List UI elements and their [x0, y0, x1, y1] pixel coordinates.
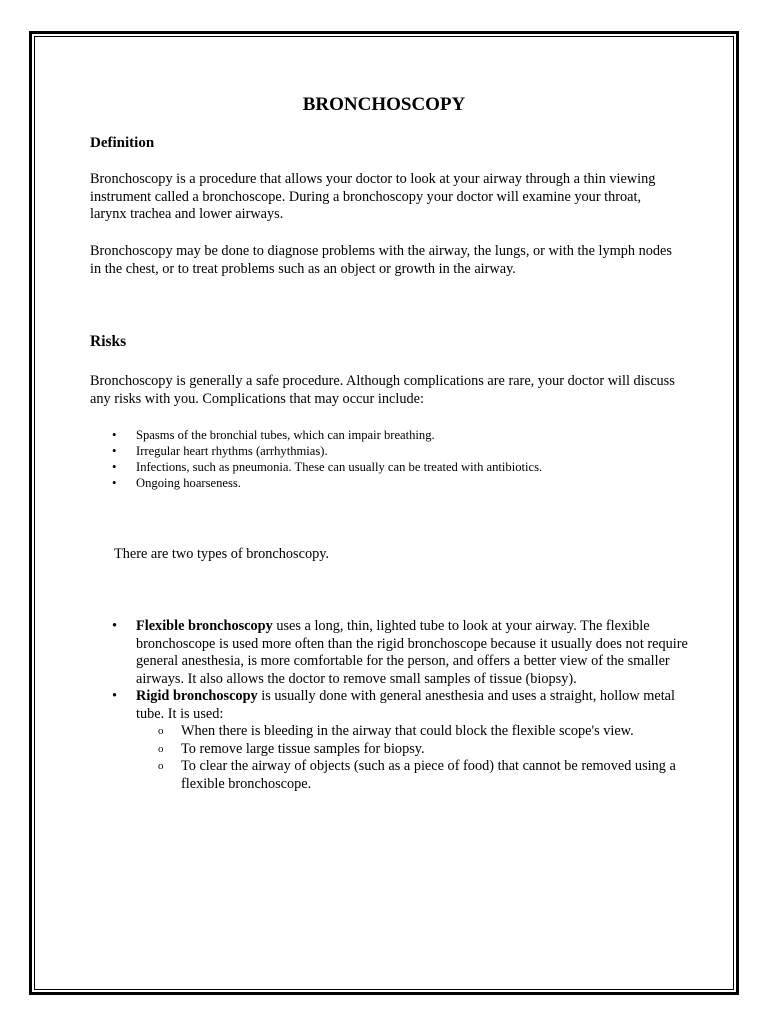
- document-title: BRONCHOSCOPY: [302, 94, 466, 115]
- type-description: is usually done with general anesthesia and uses a straight, hollow metal tube. It is used:: [136, 688, 675, 722]
- risk-text: Infections, such as pneumonia. These can usually can be treated with antibiotics.: [136, 460, 543, 474]
- rigid-uses-list: [136, 723, 690, 793]
- list-item: [136, 723, 690, 741]
- list-item: [90, 618, 690, 688]
- use-text: To clear the airway of objects (such as a piece of food) that cannot be removed using a flexible bronchoscope.: [181, 758, 676, 792]
- risks-heading: Risks: [90, 333, 127, 350]
- list-item: [136, 741, 690, 759]
- risk-text: Ongoing hoarseness.: [136, 476, 241, 490]
- risk-text: Spasms of the bronchial tubes, which can impair breathing.: [136, 428, 435, 442]
- circle-bullet-icon: o: [158, 742, 164, 755]
- use-text: To remove large tissue samples for biopsy.: [181, 740, 425, 757]
- list-item: [136, 758, 690, 793]
- risks-list: [90, 427, 690, 491]
- list-item: [90, 475, 690, 491]
- type-name-rigid: Rigid bronchoscopy: [136, 688, 258, 704]
- circle-bullet-icon: o: [158, 760, 164, 772]
- type-name-flexible: Flexible bronchoscopy: [136, 618, 273, 634]
- definition-heading: Definition: [90, 135, 155, 151]
- use-text: When there is bleeding in the airway that could block the flexible scope's view.: [181, 723, 634, 739]
- type-description: uses a long, thin, lighted tube to look at your airway. The flexible bronchoscope is used more often than the rigid bronchoscope because it usually does not require general anesthesia, is more comfortable for the person, and offers a better view of the smaller airways. It also allows the doctor to remove small samples of tissue (biopsy).: [136, 618, 688, 687]
- list-item: [90, 443, 690, 459]
- bullet-icon: •: [112, 688, 118, 704]
- definition-paragraph-2: Bronchoscopy may be done to diagnose problems with the airway, the lungs, or with the lymph nodes in the chest, or to treat problems such as an object or growth in the airway.: [90, 243, 672, 277]
- list-item: [90, 459, 690, 475]
- list-item: [90, 688, 690, 793]
- list-item: [90, 427, 690, 443]
- circle-bullet-icon: o: [158, 725, 164, 737]
- bullet-icon: •: [112, 618, 118, 634]
- bullet-icon: •: [112, 476, 117, 490]
- risks-intro: Bronchoscopy is generally a safe procedure. Although complications are rare, your doctor will discuss any risks with you. Complications that may occur include:: [90, 373, 675, 407]
- definition-paragraph-1: Bronchoscopy is a procedure that allows your doctor to look at your airway through a thin viewing instrument called a bronchoscope. During a bronchoscopy your doctor will examine your throat, larynx trachea and lower airways.: [90, 171, 656, 222]
- bullet-icon: •: [112, 444, 117, 458]
- types-intro: There are two types of bronchoscopy.: [114, 546, 330, 562]
- bullet-icon: •: [112, 428, 117, 442]
- bullet-icon: •: [112, 460, 117, 474]
- risk-text: Irregular heart rhythms (arrhythmias).: [136, 444, 328, 458]
- types-list: [90, 618, 690, 793]
